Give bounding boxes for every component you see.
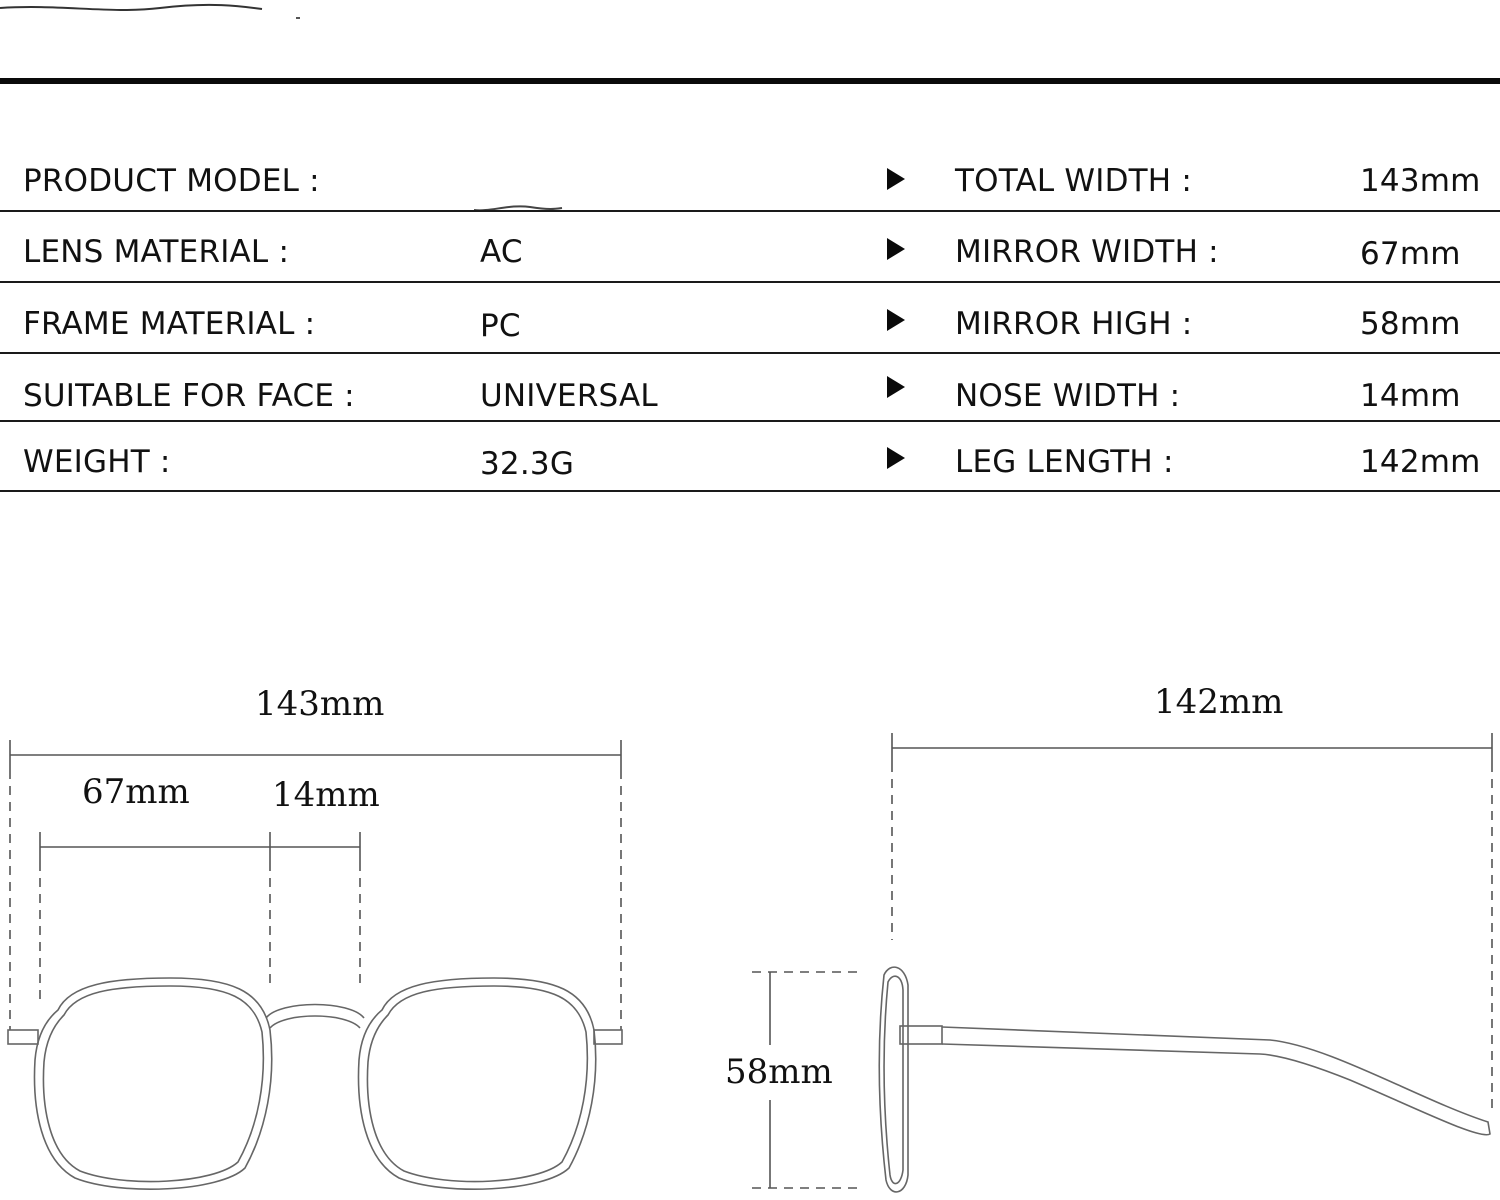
side-extension-lines <box>752 763 1492 1188</box>
front-glasses-outline <box>8 978 622 1189</box>
spec-value-mirror-width: 67mm <box>1360 236 1461 272</box>
dim-label-nose-width: 14mm <box>272 775 380 815</box>
spec-label-mirror-width: MIRROR WIDTH : <box>955 234 1219 270</box>
spec-value-suitable-for-face: UNIVERSAL <box>480 378 658 414</box>
spec-value-total-width: 143mm <box>1360 163 1481 199</box>
spec-label-lens-material: LENS MATERIAL : <box>23 234 290 270</box>
spec-label-product-model: PRODUCT MODEL : <box>23 163 320 199</box>
spec-value-leg-length: 142mm <box>1360 444 1481 480</box>
spec-value-frame-material: PC <box>480 308 521 344</box>
dim-label-total-width: 143mm <box>255 684 385 724</box>
spec-value-mirror-high: 58mm <box>1360 306 1461 342</box>
spec-label-weight: WEIGHT : <box>23 444 171 480</box>
side-glasses-outline <box>879 967 1490 1192</box>
spec-label-frame-material: FRAME MATERIAL : <box>23 306 316 342</box>
spec-label-leg-length: LEG LENGTH : <box>955 444 1174 480</box>
spec-label-nose-width: NOSE WIDTH : <box>955 378 1181 414</box>
dim-label-mirror-high: 58mm <box>725 1052 833 1092</box>
dim-label-leg-length: 142mm <box>1154 682 1284 722</box>
side-leg-length-dimension <box>892 733 1492 763</box>
spec-label-total-width: TOTAL WIDTH : <box>955 163 1193 199</box>
spec-label-mirror-high: MIRROR HIGH : <box>955 306 1193 342</box>
front-total-width-dimension <box>10 740 621 770</box>
spec-value-weight: 32.3G <box>480 446 575 482</box>
spec-value-lens-material: AC <box>480 234 523 270</box>
spec-value-nose-width: 14mm <box>1360 378 1461 414</box>
front-mirror-nose-dimension <box>40 832 360 862</box>
spec-label-suitable-for-face: SUITABLE FOR FACE : <box>23 378 355 414</box>
dim-label-mirror-width: 67mm <box>82 772 190 812</box>
